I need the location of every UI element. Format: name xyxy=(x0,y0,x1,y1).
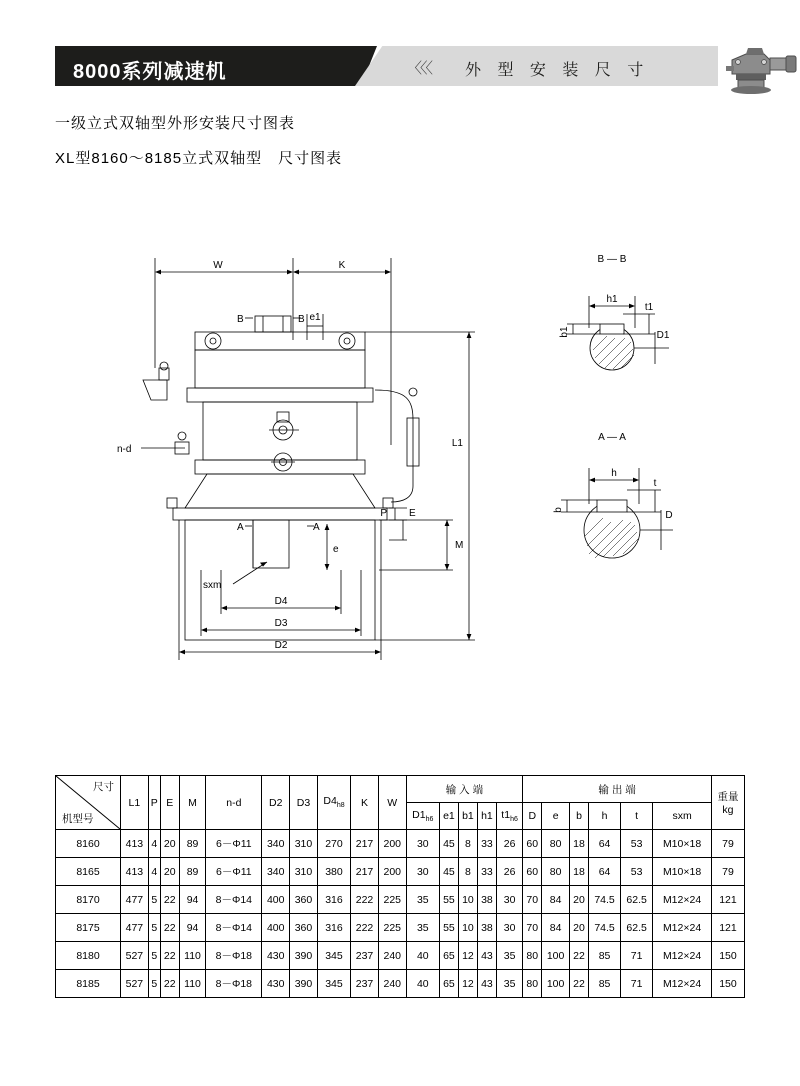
col-D4 xyxy=(317,776,350,830)
cell-t: 53 xyxy=(621,830,653,858)
cell-W: 240 xyxy=(378,970,406,998)
svg-text:h: h xyxy=(611,468,617,479)
cell-h: 74.5 xyxy=(588,914,620,942)
cell-h1: 38 xyxy=(477,886,496,914)
cell-D4: 316 xyxy=(317,914,350,942)
cell-e: 100 xyxy=(542,942,570,970)
cell-E: 22 xyxy=(160,942,179,970)
cell-t1: 35 xyxy=(496,970,522,998)
cell-W: 240 xyxy=(378,942,406,970)
cell-D1: 35 xyxy=(406,886,439,914)
cell-M: 89 xyxy=(179,830,206,858)
cell-h: 74.5 xyxy=(588,886,620,914)
technical-drawing xyxy=(55,240,745,680)
cell-e1: 55 xyxy=(439,886,458,914)
spec-table xyxy=(55,775,745,998)
svg-text:B — B: B — B xyxy=(597,254,627,265)
cell-b: 22 xyxy=(569,942,588,970)
col-b: b xyxy=(569,803,588,830)
cell-b: 20 xyxy=(569,886,588,914)
cell-e: 84 xyxy=(542,886,570,914)
cell-L1: 477 xyxy=(121,886,149,914)
svg-text:D4: D4 xyxy=(274,596,288,607)
col-t1-tolerance: h6 xyxy=(510,816,518,824)
cell-t1: 30 xyxy=(496,914,522,942)
cell-E: 20 xyxy=(160,858,179,886)
cell-t: 62.5 xyxy=(621,886,653,914)
cell-P: 5 xyxy=(148,970,160,998)
cell-W: 200 xyxy=(378,858,406,886)
cell-e: 84 xyxy=(542,914,570,942)
col-P: P xyxy=(148,776,160,830)
cell-b1: 8 xyxy=(458,858,477,886)
svg-text:sxm: sxm xyxy=(203,580,222,591)
col-D1-label: D1 xyxy=(412,808,426,821)
cell-b1: 8 xyxy=(458,830,477,858)
cell-kg: 79 xyxy=(711,858,744,886)
table-row xyxy=(56,914,745,942)
cell-D2: 430 xyxy=(262,970,290,998)
corner-dimension-label: 尺寸 xyxy=(93,781,114,793)
cell-sxm: M10×18 xyxy=(653,858,712,886)
cell-D1: 30 xyxy=(406,830,439,858)
svg-text:b1: b1 xyxy=(559,326,570,338)
cell-nd: 8－Φ18 xyxy=(206,942,262,970)
drawing-svg xyxy=(55,240,745,680)
cell-D: 80 xyxy=(523,942,542,970)
cell-t1: 26 xyxy=(496,830,522,858)
cell-W: 200 xyxy=(378,830,406,858)
svg-text:D3: D3 xyxy=(274,618,288,629)
cell-D1: 30 xyxy=(406,858,439,886)
col-e1: e1 xyxy=(439,803,458,830)
cell-D1: 35 xyxy=(406,914,439,942)
cell-L1: 527 xyxy=(121,942,149,970)
cell-sxm: M12×24 xyxy=(653,942,712,970)
cell-sxm: M12×24 xyxy=(653,914,712,942)
cell-D1: 40 xyxy=(406,942,439,970)
table-body xyxy=(56,830,745,998)
col-L1: L1 xyxy=(121,776,149,830)
svg-text:E: E xyxy=(409,508,416,519)
cell-M: 94 xyxy=(179,914,206,942)
cell-model: 8185 xyxy=(56,970,121,998)
cell-b: 22 xyxy=(569,970,588,998)
col-D4-tolerance: h8 xyxy=(336,802,345,810)
cell-b: 20 xyxy=(569,914,588,942)
col-D: D xyxy=(523,803,542,830)
cell-K: 237 xyxy=(351,942,379,970)
cell-P: 5 xyxy=(148,914,160,942)
cell-e1: 65 xyxy=(439,942,458,970)
cell-nd: 8－Φ14 xyxy=(206,886,262,914)
cell-M: 110 xyxy=(179,970,206,998)
cell-D1: 40 xyxy=(406,970,439,998)
cell-e1: 45 xyxy=(439,830,458,858)
table-row xyxy=(56,942,745,970)
cell-L1: 413 xyxy=(121,858,149,886)
cell-b1: 10 xyxy=(458,886,477,914)
cell-nd: 8－Φ18 xyxy=(206,970,262,998)
cell-nd: 8－Φ14 xyxy=(206,914,262,942)
cell-t: 62.5 xyxy=(621,914,653,942)
cell-D3: 360 xyxy=(290,886,318,914)
spec-table-wrapper xyxy=(55,775,745,998)
cell-b: 18 xyxy=(569,830,588,858)
col-t: t xyxy=(621,803,653,830)
cell-t: 53 xyxy=(621,858,653,886)
table-row xyxy=(56,830,745,858)
cell-nd: 6－Φ11 xyxy=(206,830,262,858)
cell-D3: 390 xyxy=(290,942,318,970)
cell-model: 8160 xyxy=(56,830,121,858)
cell-kg: 150 xyxy=(711,970,744,998)
table-header-row-1 xyxy=(56,776,745,803)
svg-text:B: B xyxy=(298,314,305,325)
svg-text:t: t xyxy=(653,478,657,489)
svg-text:h1: h1 xyxy=(606,294,618,305)
cell-D2: 340 xyxy=(262,830,290,858)
cell-L1: 527 xyxy=(121,970,149,998)
cell-P: 4 xyxy=(148,858,160,886)
cell-kg: 150 xyxy=(711,942,744,970)
cell-E: 22 xyxy=(160,886,179,914)
cell-K: 222 xyxy=(351,886,379,914)
svg-text:D: D xyxy=(665,510,673,521)
col-W: W xyxy=(378,776,406,830)
cell-D: 70 xyxy=(523,914,542,942)
cell-kg: 121 xyxy=(711,914,744,942)
cell-h: 64 xyxy=(588,858,620,886)
cell-M: 110 xyxy=(179,942,206,970)
svg-text:M: M xyxy=(455,540,464,551)
cell-nd: 6－Φ11 xyxy=(206,858,262,886)
cell-M: 94 xyxy=(179,886,206,914)
cell-W: 225 xyxy=(378,886,406,914)
cell-t1: 30 xyxy=(496,886,522,914)
cell-t: 71 xyxy=(621,942,653,970)
table-row xyxy=(56,858,745,886)
cell-h1: 43 xyxy=(477,970,496,998)
cell-model: 8170 xyxy=(56,886,121,914)
chevron-left-icon: 〈〈〈 xyxy=(407,60,432,77)
col-e: e xyxy=(542,803,570,830)
cell-e1: 45 xyxy=(439,858,458,886)
col-b1: b1 xyxy=(458,803,477,830)
cell-sxm: M12×24 xyxy=(653,886,712,914)
gearbox-photo xyxy=(718,40,800,96)
cell-t1: 26 xyxy=(496,858,522,886)
cell-D: 80 xyxy=(523,970,542,998)
cell-model: 8165 xyxy=(56,858,121,886)
cell-e: 80 xyxy=(542,830,570,858)
group-input-end: 输 入 端 xyxy=(406,776,523,803)
cell-D4: 345 xyxy=(317,970,350,998)
cell-model: 8180 xyxy=(56,942,121,970)
cell-K: 222 xyxy=(351,914,379,942)
col-D2: D2 xyxy=(262,776,290,830)
table-row xyxy=(56,970,745,998)
cell-t: 71 xyxy=(621,970,653,998)
header-title: 8000系列减速机 xyxy=(73,61,227,83)
cell-h1: 33 xyxy=(477,858,496,886)
col-D4-label: D4 xyxy=(323,795,337,808)
cell-D3: 390 xyxy=(290,970,318,998)
cell-b: 18 xyxy=(569,858,588,886)
svg-text:n-d: n-d xyxy=(117,444,132,455)
cell-h1: 43 xyxy=(477,942,496,970)
svg-text:D1: D1 xyxy=(656,330,670,341)
svg-text:P: P xyxy=(380,508,387,519)
cell-L1: 413 xyxy=(121,830,149,858)
cell-D4: 316 xyxy=(317,886,350,914)
svg-text:e1: e1 xyxy=(309,312,321,323)
cell-h1: 38 xyxy=(477,914,496,942)
cell-D4: 270 xyxy=(317,830,350,858)
corner-model-label: 机型号 xyxy=(62,813,94,825)
col-t1-label: t1 xyxy=(501,808,511,821)
svg-text:t1: t1 xyxy=(644,302,654,313)
cell-sxm: M12×24 xyxy=(653,970,712,998)
chart-title-line2: XL型8160～8185立式双轴型 尺寸图表 xyxy=(55,150,343,167)
col-E: E xyxy=(160,776,179,830)
svg-text:e: e xyxy=(333,544,339,555)
cell-K: 237 xyxy=(351,970,379,998)
cell-L1: 477 xyxy=(121,914,149,942)
cell-E: 22 xyxy=(160,970,179,998)
table-corner-cell xyxy=(56,776,121,830)
col-weight xyxy=(711,776,744,830)
cell-e: 80 xyxy=(542,858,570,886)
cell-h: 85 xyxy=(588,942,620,970)
svg-text:D2: D2 xyxy=(274,640,288,651)
cell-D4: 345 xyxy=(317,942,350,970)
cell-D: 60 xyxy=(523,830,542,858)
svg-text:A — A: A — A xyxy=(598,432,626,443)
cell-sxm: M10×18 xyxy=(653,830,712,858)
cell-D2: 340 xyxy=(262,858,290,886)
table-row xyxy=(56,886,745,914)
cell-D3: 360 xyxy=(290,914,318,942)
group-output-end: 输 出 端 xyxy=(523,776,712,803)
page-header xyxy=(55,46,745,90)
cell-D2: 400 xyxy=(262,886,290,914)
col-D1-tolerance: h6 xyxy=(425,816,434,824)
svg-text:K: K xyxy=(338,260,346,271)
col-M: M xyxy=(179,776,206,830)
cell-P: 4 xyxy=(148,830,160,858)
col-D1 xyxy=(406,803,439,830)
cell-b1: 12 xyxy=(458,942,477,970)
cell-D4: 380 xyxy=(317,858,350,886)
cell-model: 8175 xyxy=(56,914,121,942)
svg-text:L1: L1 xyxy=(451,438,463,449)
col-D3: D3 xyxy=(290,776,318,830)
cell-P: 5 xyxy=(148,886,160,914)
svg-text:A: A xyxy=(313,522,320,533)
cell-b1: 10 xyxy=(458,914,477,942)
cell-e: 100 xyxy=(542,970,570,998)
cell-kg: 79 xyxy=(711,830,744,858)
header-subtitle: 外 型 安 装 尺 寸 xyxy=(465,62,650,79)
cell-W: 225 xyxy=(378,914,406,942)
svg-text:B: B xyxy=(237,314,244,325)
col-K: K xyxy=(351,776,379,830)
cell-D3: 310 xyxy=(290,830,318,858)
col-sxm: sxm xyxy=(653,803,712,830)
col-weight-unit: kg xyxy=(722,804,734,816)
cell-D: 60 xyxy=(523,858,542,886)
cell-E: 20 xyxy=(160,830,179,858)
cell-h: 64 xyxy=(588,830,620,858)
cell-K: 217 xyxy=(351,830,379,858)
svg-text:A: A xyxy=(237,522,244,533)
cell-e1: 55 xyxy=(439,914,458,942)
cell-K: 217 xyxy=(351,858,379,886)
cell-D2: 400 xyxy=(262,914,290,942)
cell-e1: 65 xyxy=(439,970,458,998)
cell-M: 89 xyxy=(179,858,206,886)
svg-text:W: W xyxy=(213,260,223,271)
col-weight-label: 重量 xyxy=(717,791,739,803)
cell-D2: 430 xyxy=(262,942,290,970)
cell-P: 5 xyxy=(148,942,160,970)
cell-E: 22 xyxy=(160,914,179,942)
cell-h1: 33 xyxy=(477,830,496,858)
cell-b1: 12 xyxy=(458,970,477,998)
col-nd: n-d xyxy=(206,776,262,830)
cell-h: 85 xyxy=(588,970,620,998)
cell-t1: 35 xyxy=(496,942,522,970)
col-h: h xyxy=(588,803,620,830)
cell-kg: 121 xyxy=(711,886,744,914)
col-t1 xyxy=(496,803,522,830)
col-h1: h1 xyxy=(477,803,496,830)
cell-D: 70 xyxy=(523,886,542,914)
svg-text:b: b xyxy=(553,507,564,513)
chart-title-line1: 一级立式双轴型外形安装尺寸图表 xyxy=(55,115,296,132)
cell-D3: 310 xyxy=(290,858,318,886)
